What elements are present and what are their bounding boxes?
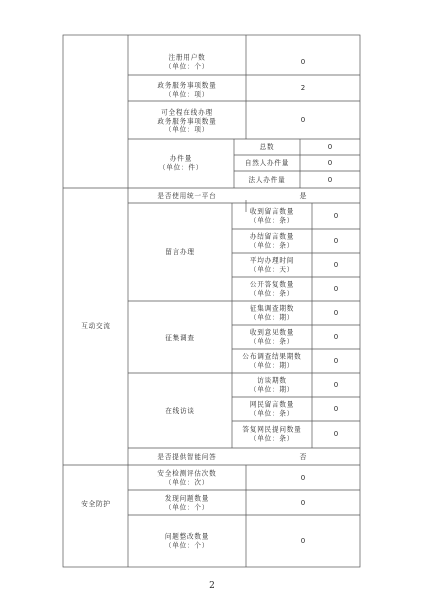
sub-label: 收到意见数量 （单位：条） xyxy=(249,328,295,345)
row-label: 征集调查 xyxy=(165,333,195,342)
sub-value: 0 xyxy=(333,429,339,438)
sub-label: 公开答复数量 （单位：条） xyxy=(249,280,295,297)
sub-label: 访谈期数 （单位：期） xyxy=(249,376,295,393)
row-label: 安全检测评估次数 （单位：次） xyxy=(157,469,217,486)
row-label: 注册用户数 （单位：个） xyxy=(164,53,210,70)
sub-value: 0 xyxy=(333,404,339,413)
row-label: 发现问题数量 （单位：个） xyxy=(164,494,210,511)
row-label: 问题整改数量 （单位：个） xyxy=(164,532,210,549)
sub-value: 0 xyxy=(333,211,339,220)
sub-label: 网民留言数量 （单位：条） xyxy=(249,400,295,417)
page-number: 2 xyxy=(209,581,215,591)
sub-label: 征集调查期数 （单位：期） xyxy=(249,304,295,321)
sub-label: 收到留言数量 （单位：条） xyxy=(249,207,295,224)
row-value: 否 xyxy=(299,452,307,461)
row-value: 2 xyxy=(300,83,306,92)
sub-label: 法人办件量 xyxy=(248,175,286,184)
row-value: 0 xyxy=(300,57,306,66)
row-value: 0 xyxy=(300,498,306,507)
sub-value: 0 xyxy=(333,380,339,389)
sub-label: 答复网民提问数量 （单位：条） xyxy=(242,425,302,442)
row-value: 是 xyxy=(299,191,307,200)
row-value: 0 xyxy=(300,115,306,124)
sub-label: 总数 xyxy=(259,142,275,151)
category-label: 互动交流 xyxy=(81,321,111,330)
sub-label: 平均办理时间 （单位：天） xyxy=(249,256,295,273)
sub-value: 0 xyxy=(333,332,339,341)
sub-value: 0 xyxy=(333,308,339,317)
row-label: 留言办理 xyxy=(165,247,195,256)
sub-value: 0 xyxy=(333,236,339,245)
row-label: 办件量 （单位：件） xyxy=(158,154,204,171)
sub-value: 0 xyxy=(333,260,339,269)
sub-label: 公布调查结果期数 （单位：期） xyxy=(242,352,302,369)
sub-value: 0 xyxy=(327,142,333,151)
sub-value: 0 xyxy=(327,175,333,184)
category-label: 安全防护 xyxy=(81,499,111,508)
row-label: 政务服务事项数量 （单位：项） xyxy=(157,81,217,98)
sub-value: 0 xyxy=(327,158,333,167)
row-label: 是否使用统一平台 xyxy=(157,191,217,200)
row-value: 0 xyxy=(300,473,306,482)
row-value: 0 xyxy=(300,536,306,545)
sub-value: 0 xyxy=(333,356,339,365)
row-label: 是否提供智能问答 xyxy=(157,452,217,461)
sub-value: 0 xyxy=(333,284,339,293)
row-label: 在线访谈 xyxy=(165,406,195,415)
sub-label: 自然人办件量 xyxy=(244,158,290,167)
sub-label: 办结留言数量 （单位：条） xyxy=(249,232,295,249)
row-label: 可全程在线办理 政务服务事项数量 （单位：项） xyxy=(157,108,217,134)
